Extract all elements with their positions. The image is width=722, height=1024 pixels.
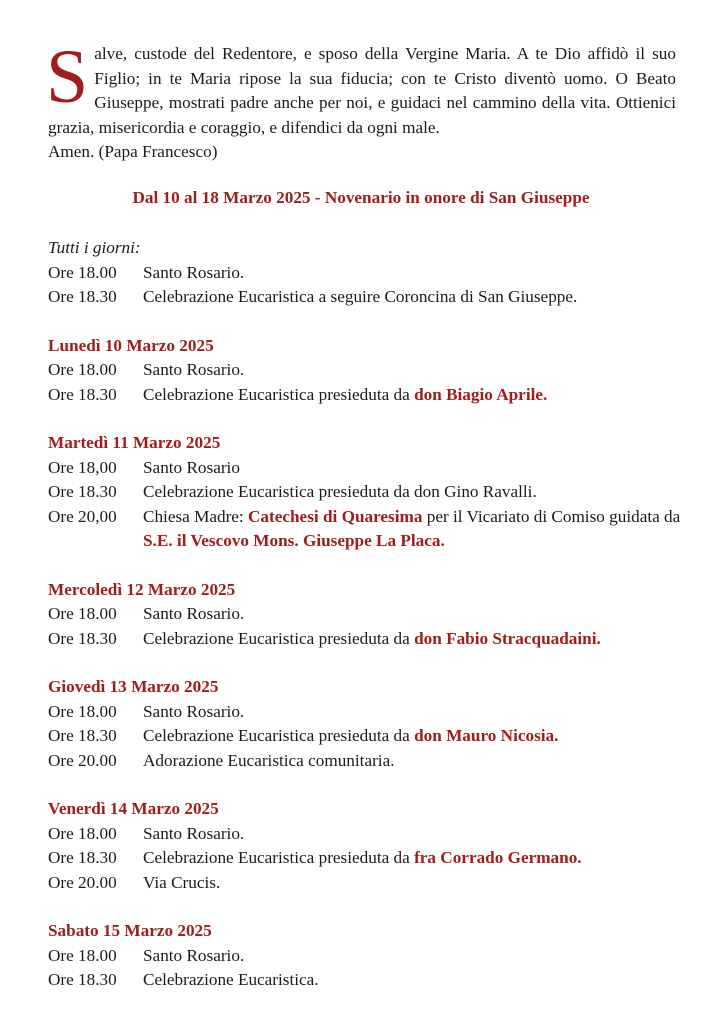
row-text xyxy=(143,944,688,969)
row-text xyxy=(143,968,688,993)
schedule-row xyxy=(48,383,688,408)
row-time: Ore 18.30 xyxy=(48,287,117,306)
row-text-part: Santo Rosario. xyxy=(143,701,245,721)
schedule-row xyxy=(48,261,688,286)
days-list xyxy=(48,334,688,993)
schedule-row xyxy=(48,968,688,993)
row-text-part: Celebrazione Eucaristica presieduta da xyxy=(143,848,415,867)
row-time: Ore 18,00 xyxy=(48,457,117,477)
row-text xyxy=(143,724,688,749)
row-text xyxy=(143,749,688,774)
row-text xyxy=(143,822,688,847)
row-text xyxy=(143,383,688,408)
highlighted-text: fra Corrado Germano. xyxy=(414,848,582,867)
prayer-closing: Amen. (Papa Francesco) xyxy=(48,142,218,161)
row-text-part: Celebrazione Eucaristica. xyxy=(143,970,319,989)
row-text-part: Celebrazione Eucaristica presieduta da xyxy=(143,726,415,745)
schedule-row xyxy=(48,724,688,749)
row-text xyxy=(143,456,688,481)
schedule-row xyxy=(48,358,688,383)
schedule-row xyxy=(48,944,688,969)
novena-heading: Dal 10 al 18 Marzo 2025 - Novenario in onore di San Giuseppe xyxy=(132,188,590,207)
day-block xyxy=(48,919,688,993)
highlighted-text: don Biagio Aprile. xyxy=(414,384,548,404)
row-text-part: Celebrazione Eucaristica presieduta da xyxy=(143,628,415,648)
row-time: Ore 20,00 xyxy=(48,506,117,526)
prayer-text: alve, custode del Redentore, e sposo della Vergine Maria. A te Dio affidò il suo Figlio; in te Maria ripose la sua fiducia; con te Cristo diventò uomo. O Beato Giuseppe, mostrati padre anche per noi, e guidaci nel cammino della vita. Ottienici grazia, misericordia e coraggio, e difendici da ogni male. xyxy=(48,44,676,137)
row-time: Ore 18.30 xyxy=(48,726,117,745)
schedule-row xyxy=(48,602,688,627)
schedule-row xyxy=(48,480,688,505)
schedule-row xyxy=(48,627,688,652)
schedule-row xyxy=(48,285,688,310)
highlighted-text: don Fabio Stracquadaini. xyxy=(414,628,601,648)
row-time: Ore 20.00 xyxy=(48,872,117,892)
row-text xyxy=(143,700,688,725)
row-text xyxy=(143,627,688,652)
day-title: Giovedì 13 Marzo 2025 xyxy=(48,677,219,696)
schedule-row xyxy=(48,505,688,554)
row-time: Ore 18.30 xyxy=(48,384,117,404)
row-time: Ore 18.30 xyxy=(48,848,117,867)
row-text xyxy=(143,505,688,554)
drop-cap: S xyxy=(46,35,89,119)
row-time: Ore 18.00 xyxy=(48,945,117,965)
row-time: Ore 18.30 xyxy=(48,970,117,989)
day-block xyxy=(48,431,688,554)
row-text xyxy=(143,602,688,627)
schedule-row xyxy=(48,456,688,481)
row-time: Ore 18.00 xyxy=(48,262,117,282)
row-time: Ore 18.30 xyxy=(48,482,117,501)
day-title: Venerdì 14 Marzo 2025 xyxy=(48,799,219,818)
day-title: Lunedì 10 Marzo 2025 xyxy=(48,335,214,355)
schedule-row xyxy=(48,822,688,847)
row-text-part: Celebrazione Eucaristica presieduta da xyxy=(143,384,415,404)
row-time: Ore 20.00 xyxy=(48,750,117,770)
day-block xyxy=(48,578,688,652)
row-time: Ore 18.30 xyxy=(48,628,117,648)
schedule-row xyxy=(48,846,688,871)
highlighted-text: S.E. il Vescovo Mons. Giuseppe La Placa. xyxy=(143,531,445,550)
row-text xyxy=(143,846,688,871)
schedule xyxy=(48,236,688,1017)
row-text-part: Celebrazione Eucaristica presieduta da don Gino Ravalli. xyxy=(143,482,537,501)
schedule-row xyxy=(48,700,688,725)
day-title: Mercoledì 12 Marzo 2025 xyxy=(48,579,236,599)
day-title: Sabato 15 Marzo 2025 xyxy=(48,921,212,940)
row-text-part: Santo Rosario. xyxy=(143,823,245,843)
row-time: Ore 18.00 xyxy=(48,604,117,623)
row-text xyxy=(143,871,688,896)
row-time: Ore 18.00 xyxy=(48,701,117,721)
row-text-part: Santo Rosario. xyxy=(143,604,245,623)
daily-label: Tutti i giorni: xyxy=(48,238,141,257)
row-time: Ore 18.00 xyxy=(48,360,117,379)
schedule-row xyxy=(48,749,688,774)
prayer-paragraph xyxy=(46,35,676,165)
day-title: Martedì 11 Marzo 2025 xyxy=(48,433,221,452)
row-text xyxy=(143,358,688,383)
row-time: Ore 18.00 xyxy=(48,823,117,843)
row-text-part: Chiesa Madre: xyxy=(143,506,249,526)
highlighted-text: Catechesi di Quaresima xyxy=(248,506,423,526)
row-text: Santo Rosario. xyxy=(143,262,245,282)
day-block xyxy=(48,334,688,408)
row-text-part: per il Vicariato di Comiso guidata da xyxy=(422,506,681,526)
daily-block xyxy=(48,236,688,310)
day-block xyxy=(48,797,688,895)
highlighted-text: don Mauro Nicosia. xyxy=(414,726,559,745)
row-text-part: Santo Rosario xyxy=(143,457,240,477)
row-text xyxy=(143,480,688,505)
row-text-part: Adorazione Eucaristica comunitaria. xyxy=(143,750,395,770)
row-text: Celebrazione Eucaristica a seguire Coroncina di San Giuseppe. xyxy=(143,287,578,306)
schedule-row xyxy=(48,871,688,896)
row-text-part: Via Crucis. xyxy=(143,872,221,892)
day-block xyxy=(48,675,688,773)
row-text-part: Santo Rosario. xyxy=(143,360,245,379)
row-text-part: Santo Rosario. xyxy=(143,945,245,965)
